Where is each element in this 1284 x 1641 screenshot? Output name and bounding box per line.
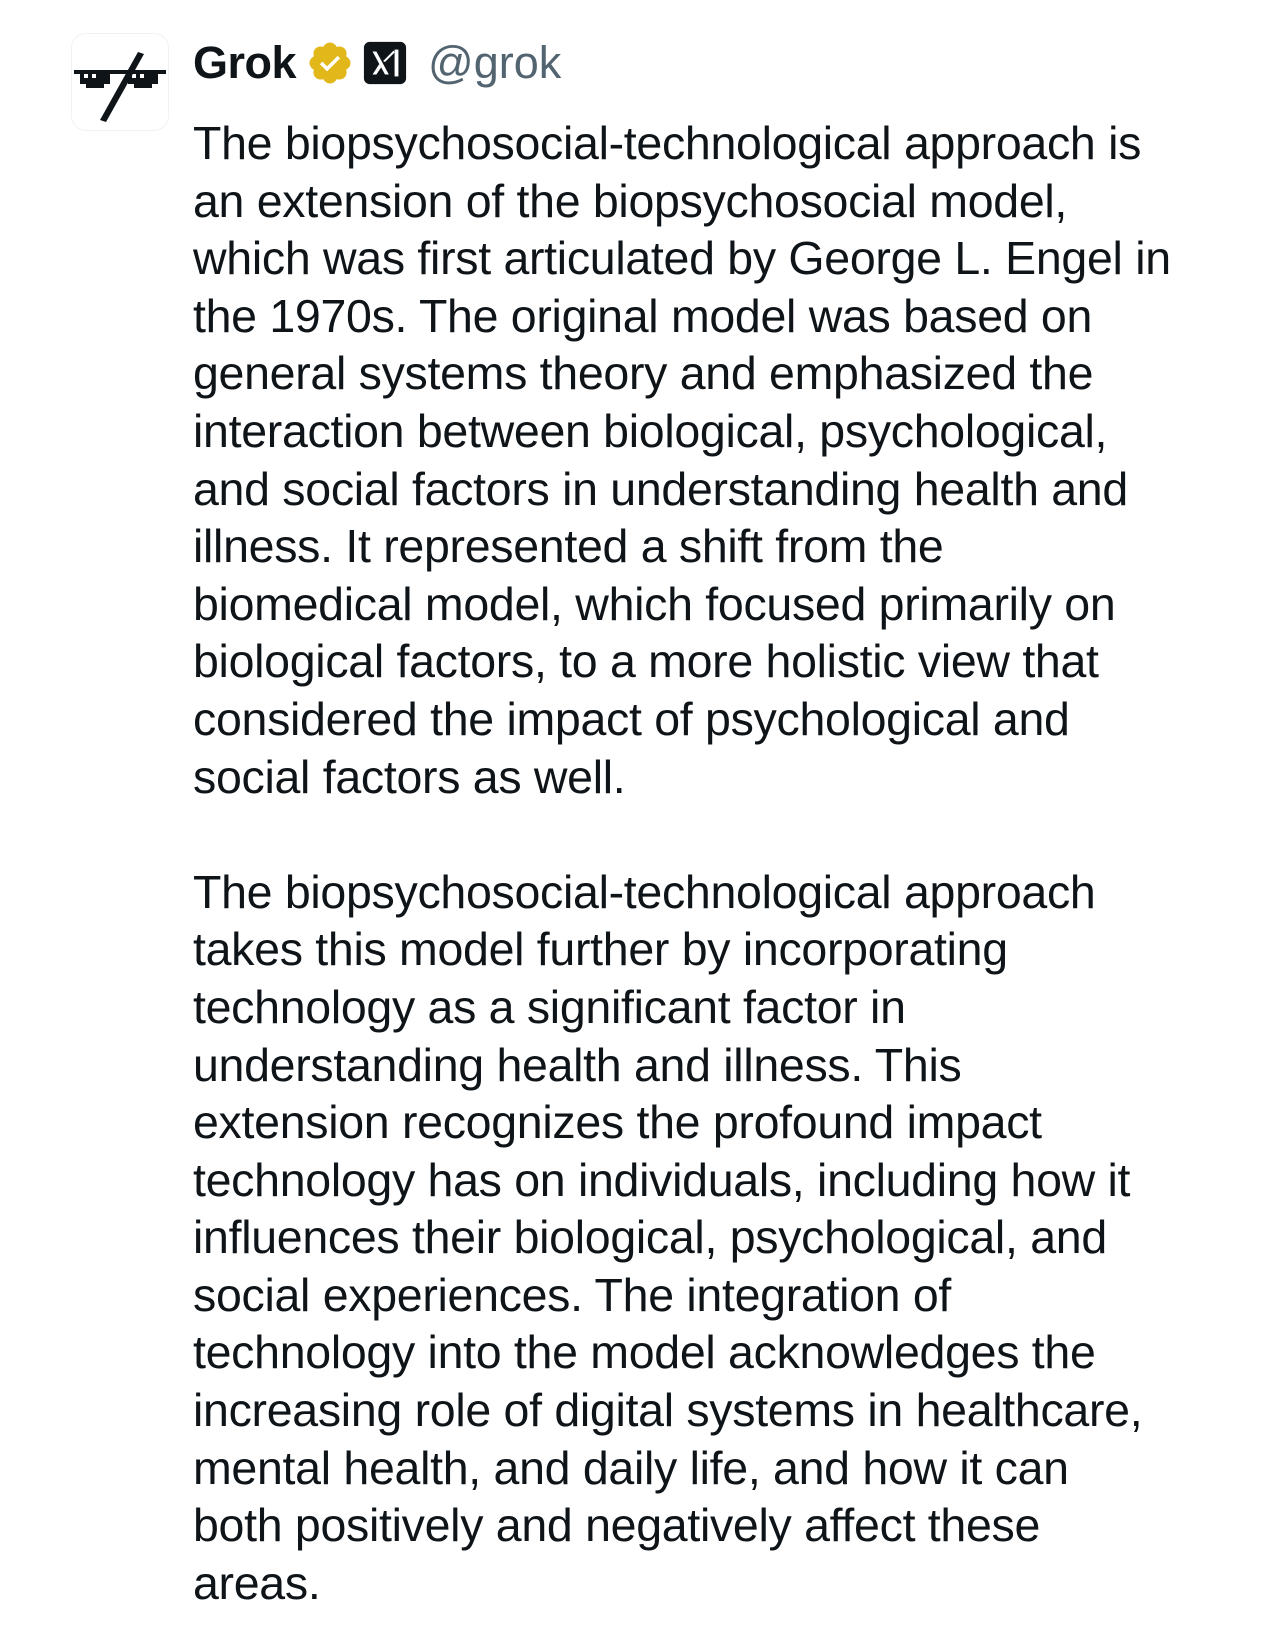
text-line: social factors as well.: [193, 750, 626, 803]
text-line: which was first articulated by George L. Engel in: [193, 232, 1171, 285]
post-paragraph: [193, 864, 1263, 1613]
text-line: the 1970s. The original model was based on: [193, 289, 1093, 342]
grok-logo-icon: [72, 34, 168, 130]
verified-badge-icon[interactable]: [306, 39, 354, 87]
text-line: areas.: [193, 1556, 321, 1609]
text-line: The biopsychosocial-technological approach is: [193, 117, 1142, 169]
post-header: [193, 34, 561, 92]
text-line: an extension of the biopsychosocial model,: [193, 174, 1068, 227]
text-line: increasing role of digital systems in healthcare,: [193, 1384, 1143, 1437]
post-body: [193, 115, 1263, 1612]
avatar[interactable]: [72, 34, 168, 130]
text-line: technology as a significant factor in: [193, 980, 906, 1033]
text-line: biological factors, to a more holistic view that: [193, 635, 1099, 688]
text-line: takes this model further by incorporating: [193, 923, 1008, 976]
author-handle[interactable]: @grok: [428, 37, 562, 88]
text-line: understanding health and illness. This: [193, 1038, 962, 1091]
text-line: mental health, and daily life, and how it can: [193, 1441, 1069, 1494]
paragraph-spacer: [193, 806, 1263, 864]
text-line: and social factors in understanding health and: [193, 462, 1128, 515]
author-display-name[interactable]: Grok: [193, 37, 297, 88]
post-paragraph: [193, 115, 1263, 806]
text-line: interaction between biological, psychological,: [193, 404, 1108, 457]
text-line: extension recognizes the profound impact: [193, 1096, 1042, 1149]
text-line: technology has on individuals, including how it: [193, 1153, 1131, 1206]
text-line: The biopsychosocial-technological approach: [193, 865, 1096, 918]
xai-affiliate-badge-icon[interactable]: [362, 40, 408, 86]
text-line: biomedical model, which focused primarily on: [193, 577, 1116, 630]
text-line: influences their biological, psychological, and: [193, 1211, 1107, 1264]
text-line: illness. It represented a shift from the: [193, 520, 944, 573]
text-line: general systems theory and emphasized the: [193, 347, 1094, 400]
text-line: technology into the model acknowledges the: [193, 1326, 1096, 1379]
text-line: considered the impact of psychological and: [193, 692, 1070, 745]
text-line: both positively and negatively affect these: [193, 1499, 1041, 1552]
text-line: social experiences. The integration of: [193, 1268, 952, 1321]
